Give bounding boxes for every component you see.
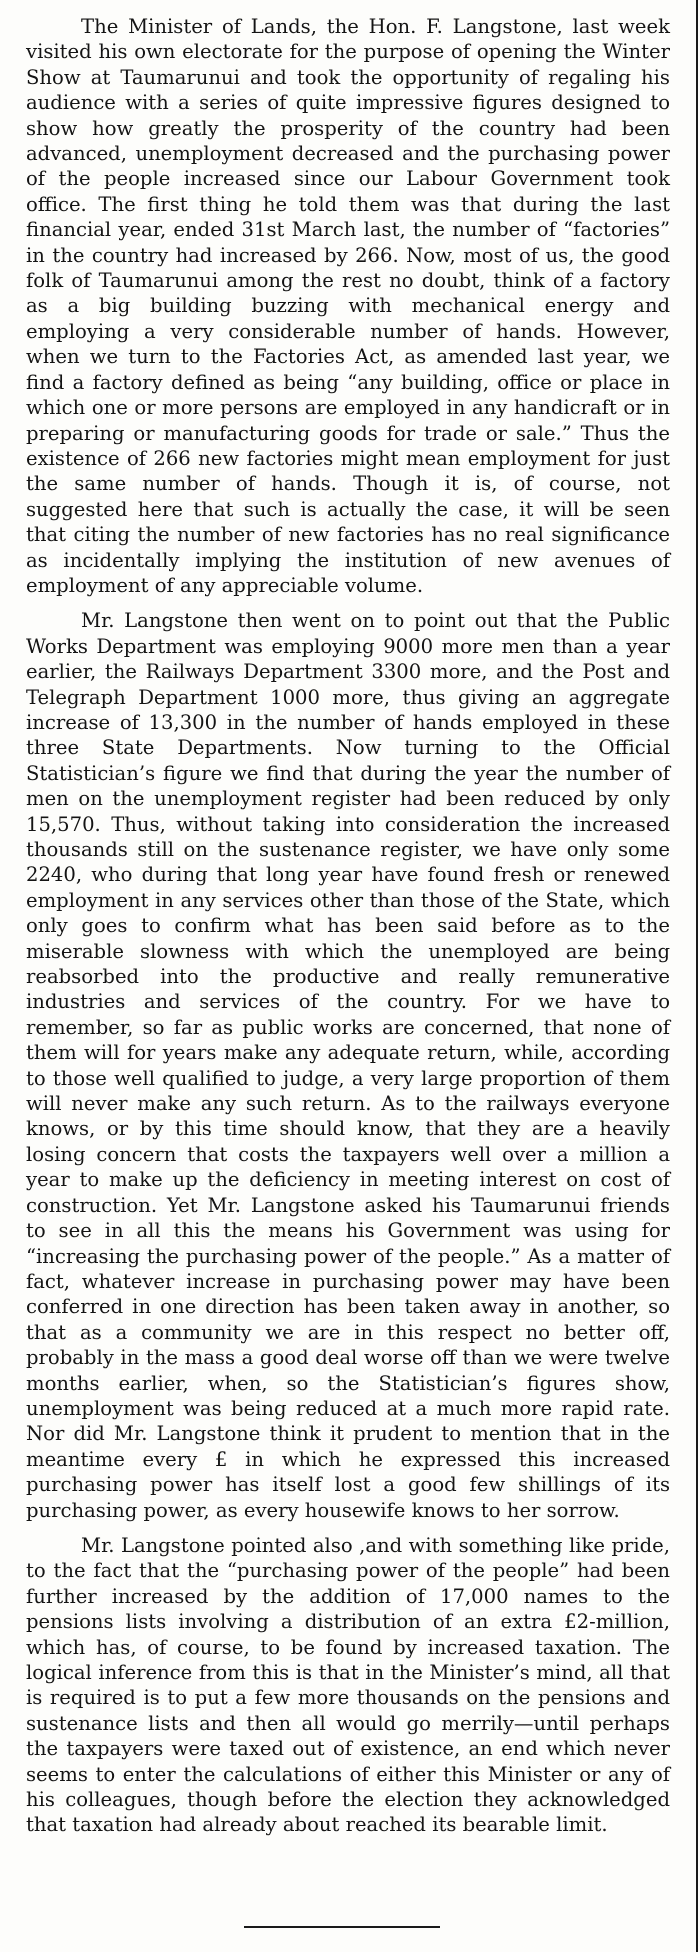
article-column [26, 14, 670, 1838]
column-rule [696, 0, 698, 1952]
article-paragraph-2: Mr. Langstone then went on to point out that the Public Works Department was employing 9000 more men than a year earlier, the Railways Department 3300 more, and the Post and Telegraph Department 1000 more, thus giving an aggregate increase of 13,300 in the number of hands employed in these three State Departments. Now turning to the Official Statistician’s figure we find that during the year the number of men on the unemployment register had been reduced by only 15,570. Thus, without taking into consideration the increased thousands still on the sustenance register, we have only some 2240, who during that long year have found fresh or renewed employment in any services other than those of the State, which only goes to confirm what has been said before as to the miserable slowness with which the unemployed are being reabsorbed into the productive and really remunerative industries and services of the country. For we have to remember, so far as public works are concerned, that none of them will for years make any adequate return, while, according to those well qualified to judge, a very large proportion of them will never make any such return. As to the railways everyone knows, or by this time should know, that they are a heavily losing concern that costs the taxpayers well over a million a year to make up the deficiency in meeting interest on cost of construction. Yet Mr. Langstone asked his Taumarunui friends to see in all this the means his Government was using for “increasing the purchasing power of the people.” As a matter of fact, whatever increase in purchasing power may have been conferred in one direction has been taken away in another, so that as a community we are in this respect no better off, probably in the mass a good deal worse off than we were twelve months earlier, when, so the Statistician’s figures show, unemployment was being reduced at a much more rapid rate. Nor did Mr. Langstone think it prudent to mention that in the meantime every £ in which he expressed this increased purchasing power has itself lost a good few shillings of its purchasing power, as every housewife knows to her sorrow. [26, 609, 670, 1522]
article-paragraph-1: The Minister of Lands, the Hon. F. Langstone, last week visited his own electorate for the purpose of opening the Winter Show at Taumarunui and took the opportunity of regaling his audience with a series of quite impressive figures designed to show how greatly the prosperity of the country had been advanced, unemployment decreased and the purchasing power of the people increased since our Labour Government took office. The first thing he told them was that during the last financial year, ended 31st March last, the number of “factories” in the country had increased by 266. Now, most of us, the good folk of Taumarunui among the rest no doubt, think of a factory as a big building buzzing with mechanical energy and employing a very considerable number of hands. However, when we turn to the Factories Act, as amended last year, we find a factory defined as being “any building, office or place in which one or more persons are employed in any handicraft or in preparing or manufacturing goods for trade or sale.” Thus the existence of 266 new factories might mean employment for just the same number of hands. Though it is, of course, not suggested here that such is actually the case, it will be seen that citing the number of new factories has no real significance as incidentally implying the institution of new avenues of employment of any appreciable volume. [26, 15, 670, 597]
article-paragraph-3: Mr. Langstone pointed also ,and with something like pride, to the fact that the “purchasing power of the people” had been further increased by the addition of 17,000 names to the pensions lists involving a distribution of an extra £2-million, which has, of course, to be found by increased taxation. The logical inference from this is that in the Minister’s mind, all that is required is to put a few more thousands on the pensions and sustenance lists and then all would go merrily—until perhaps the taxpayers were taxed out of existence, an end which never seems to enter the calculations of either this Minister or any of his colleagues, though before the election they acknowledged that taxation had already about reached its bearable limit. [26, 1533, 670, 1837]
end-of-article-rule [244, 1926, 440, 1928]
